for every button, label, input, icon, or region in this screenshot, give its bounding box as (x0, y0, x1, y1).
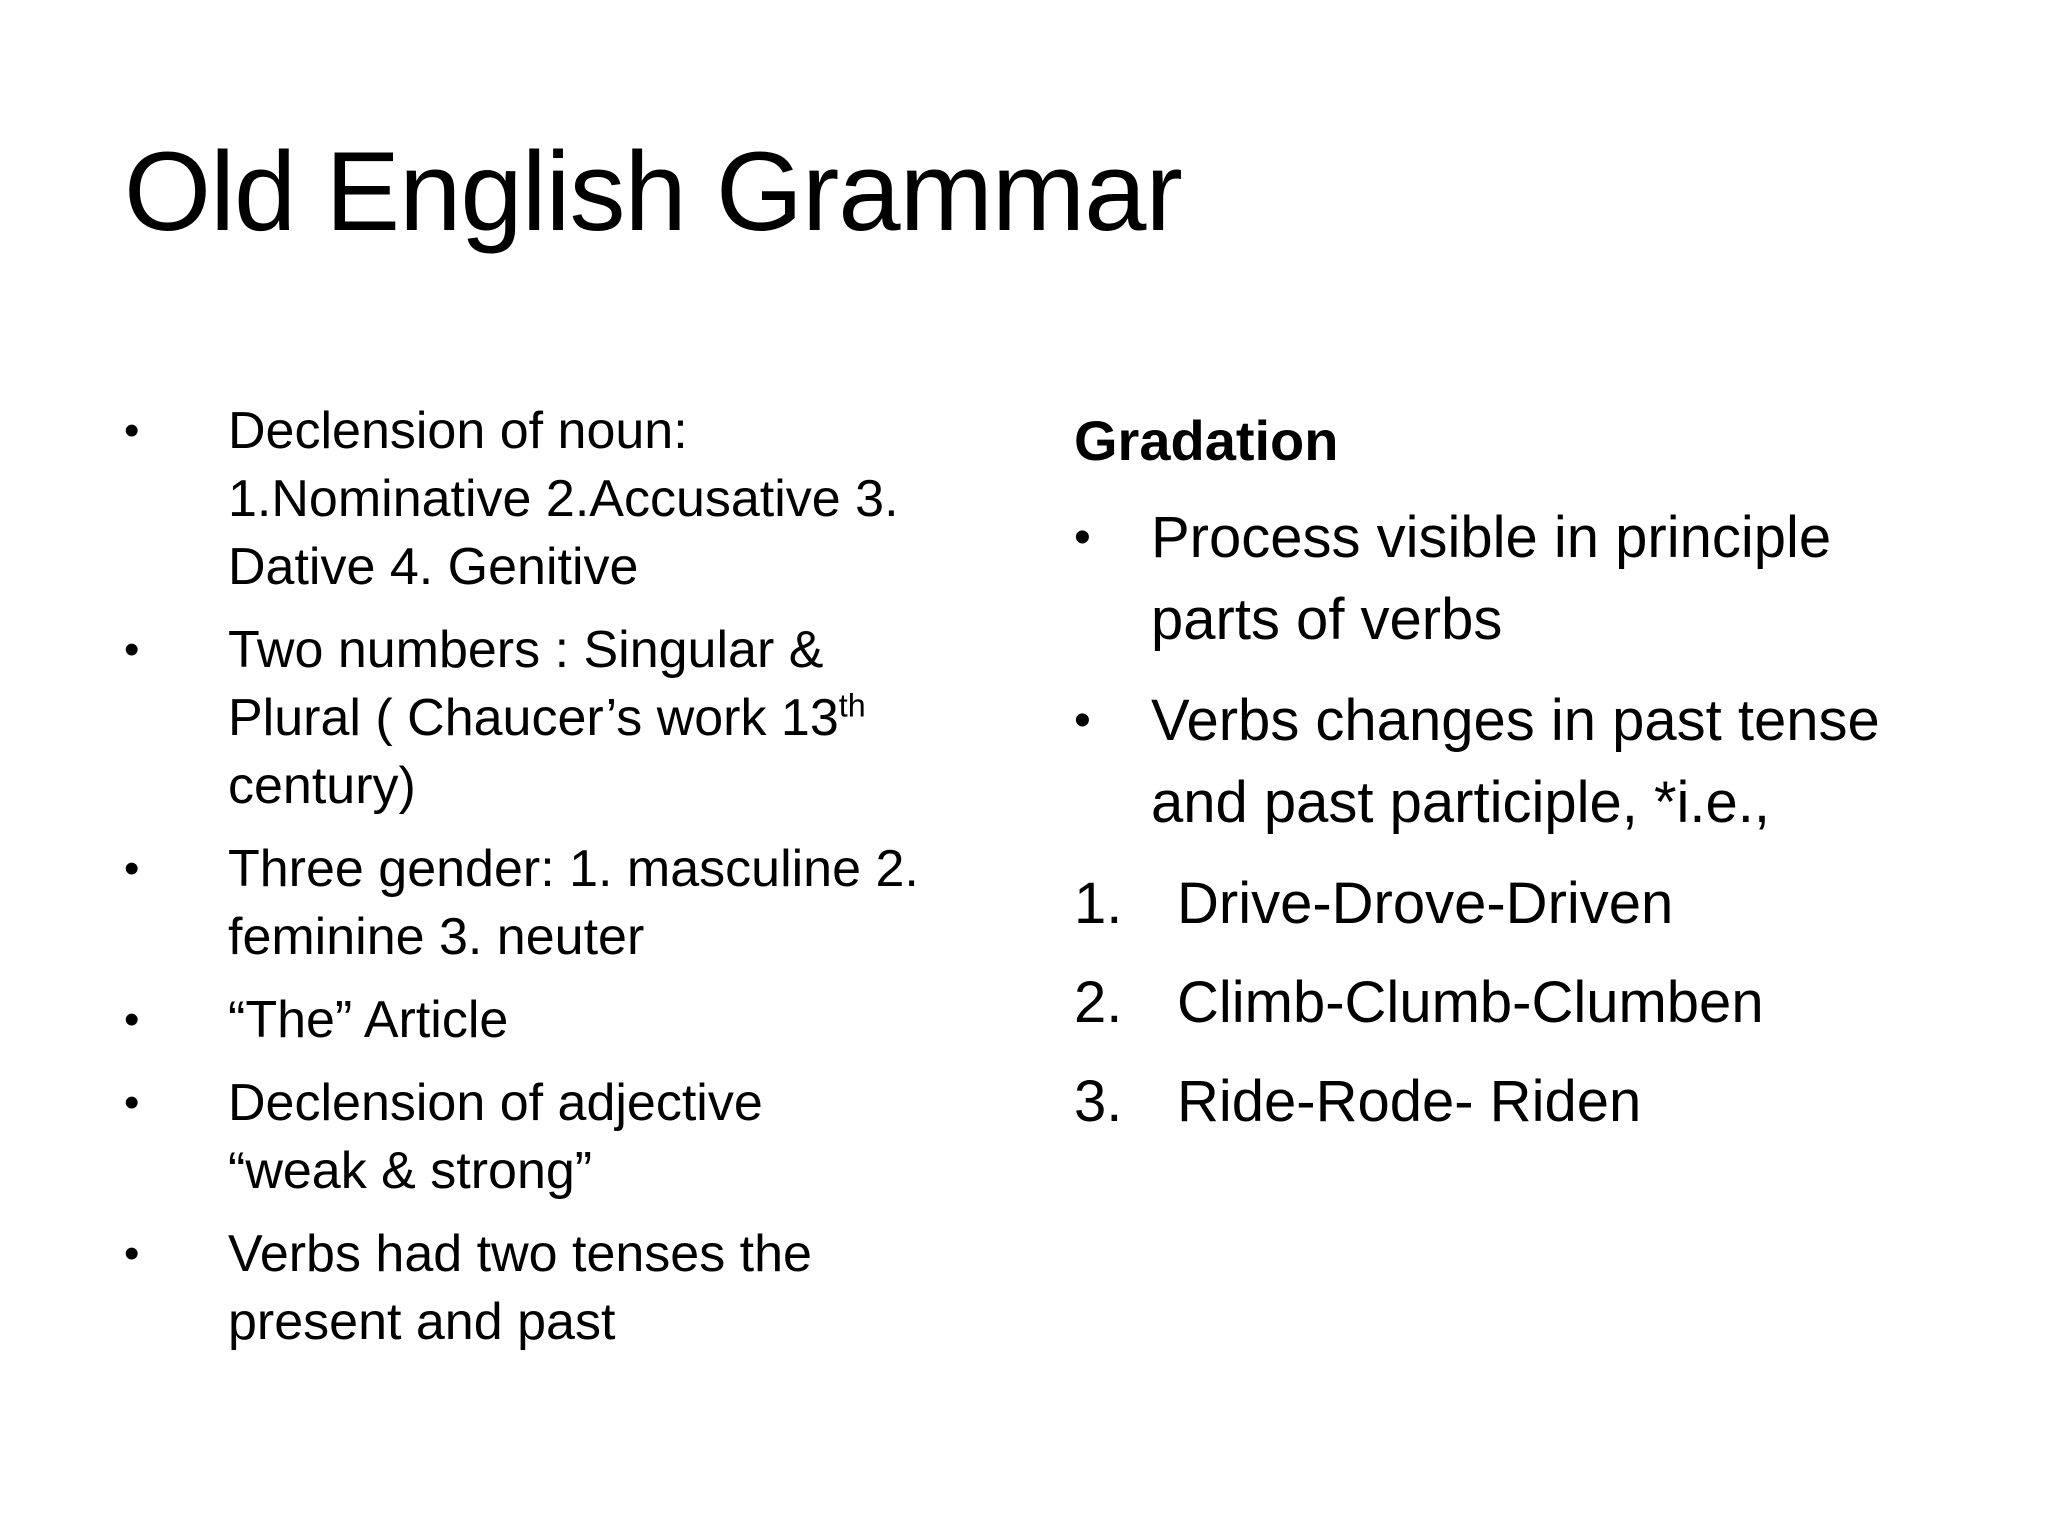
verb-example-item (1074, 863, 1974, 945)
adjective-declension-item (124, 1069, 1004, 1205)
adjective-declension-line-2: “weak & strong” (228, 1142, 593, 1200)
verb-examples-list (1074, 863, 1974, 1143)
century-ordinal-suffix: th (838, 687, 866, 724)
bullet-marker: • (124, 995, 140, 1044)
numbers-line-2: Plural ( Chaucer’s work 13 (228, 689, 839, 747)
verb-change-item (1074, 680, 1974, 844)
principle-parts-line-1: Process visible in principle (1151, 505, 1832, 570)
slide-title: Old English Grammar (124, 129, 1182, 254)
principle-parts-item (1074, 497, 1974, 661)
noun-declension-item (124, 397, 1004, 601)
gradation-column (1074, 407, 1974, 1160)
grammar-features-list (124, 397, 1004, 1356)
gradation-bullet-list (1074, 497, 1974, 844)
adjective-declension-line-1: Declension of adjective (228, 1074, 763, 1132)
numbers-line-3: century) (228, 757, 416, 815)
bullet-marker: • (124, 1229, 140, 1278)
bullet-marker: • (1074, 511, 1091, 564)
verb-tenses-line-1: Verbs had two tenses the (228, 1225, 812, 1283)
numbers-line-1: Two numbers : Singular & (228, 621, 824, 679)
list-number: 2. (1074, 970, 1123, 1035)
verb-example-text: Drive-Drove-Driven (1177, 871, 1674, 936)
noun-declension-line-1: Declension of noun: (228, 402, 688, 460)
gender-item (124, 835, 1004, 971)
verb-example-text: Climb-Clumb-Clumben (1177, 970, 1764, 1035)
verb-tenses-item (124, 1220, 1004, 1356)
bullet-marker: • (124, 1078, 140, 1127)
noun-declension-line-3: Dative 4. Genitive (228, 538, 639, 596)
bullet-marker: • (124, 625, 140, 674)
principle-parts-line-2: parts of verbs (1151, 587, 1503, 652)
list-number: 3. (1074, 1069, 1123, 1134)
noun-declension-line-2: 1.Nominative 2.Accusative 3. (228, 470, 899, 528)
article-item (124, 986, 1004, 1054)
bullet-marker: • (1074, 694, 1091, 747)
grammar-features-column (124, 397, 1004, 1371)
article-line-1: “The” Article (228, 991, 509, 1049)
verb-change-line-1: Verbs changes in past tense (1151, 688, 1880, 753)
verb-example-item (1074, 1061, 1974, 1143)
verb-example-item (1074, 962, 1974, 1044)
verb-change-line-2: and past participle, *i.e., (1151, 770, 1771, 835)
gradation-heading: Gradation (1074, 409, 1339, 472)
verb-example-text: Ride-Rode- Riden (1177, 1069, 1642, 1134)
verb-tenses-line-2: present and past (228, 1293, 616, 1351)
gender-line-2: feminine 3. neuter (228, 908, 645, 966)
bullet-marker: • (124, 844, 140, 893)
numbers-item (124, 616, 1004, 820)
bullet-marker: • (124, 406, 140, 455)
gender-line-1: Three gender: 1. masculine 2. (228, 840, 919, 898)
list-number: 1. (1074, 871, 1123, 936)
